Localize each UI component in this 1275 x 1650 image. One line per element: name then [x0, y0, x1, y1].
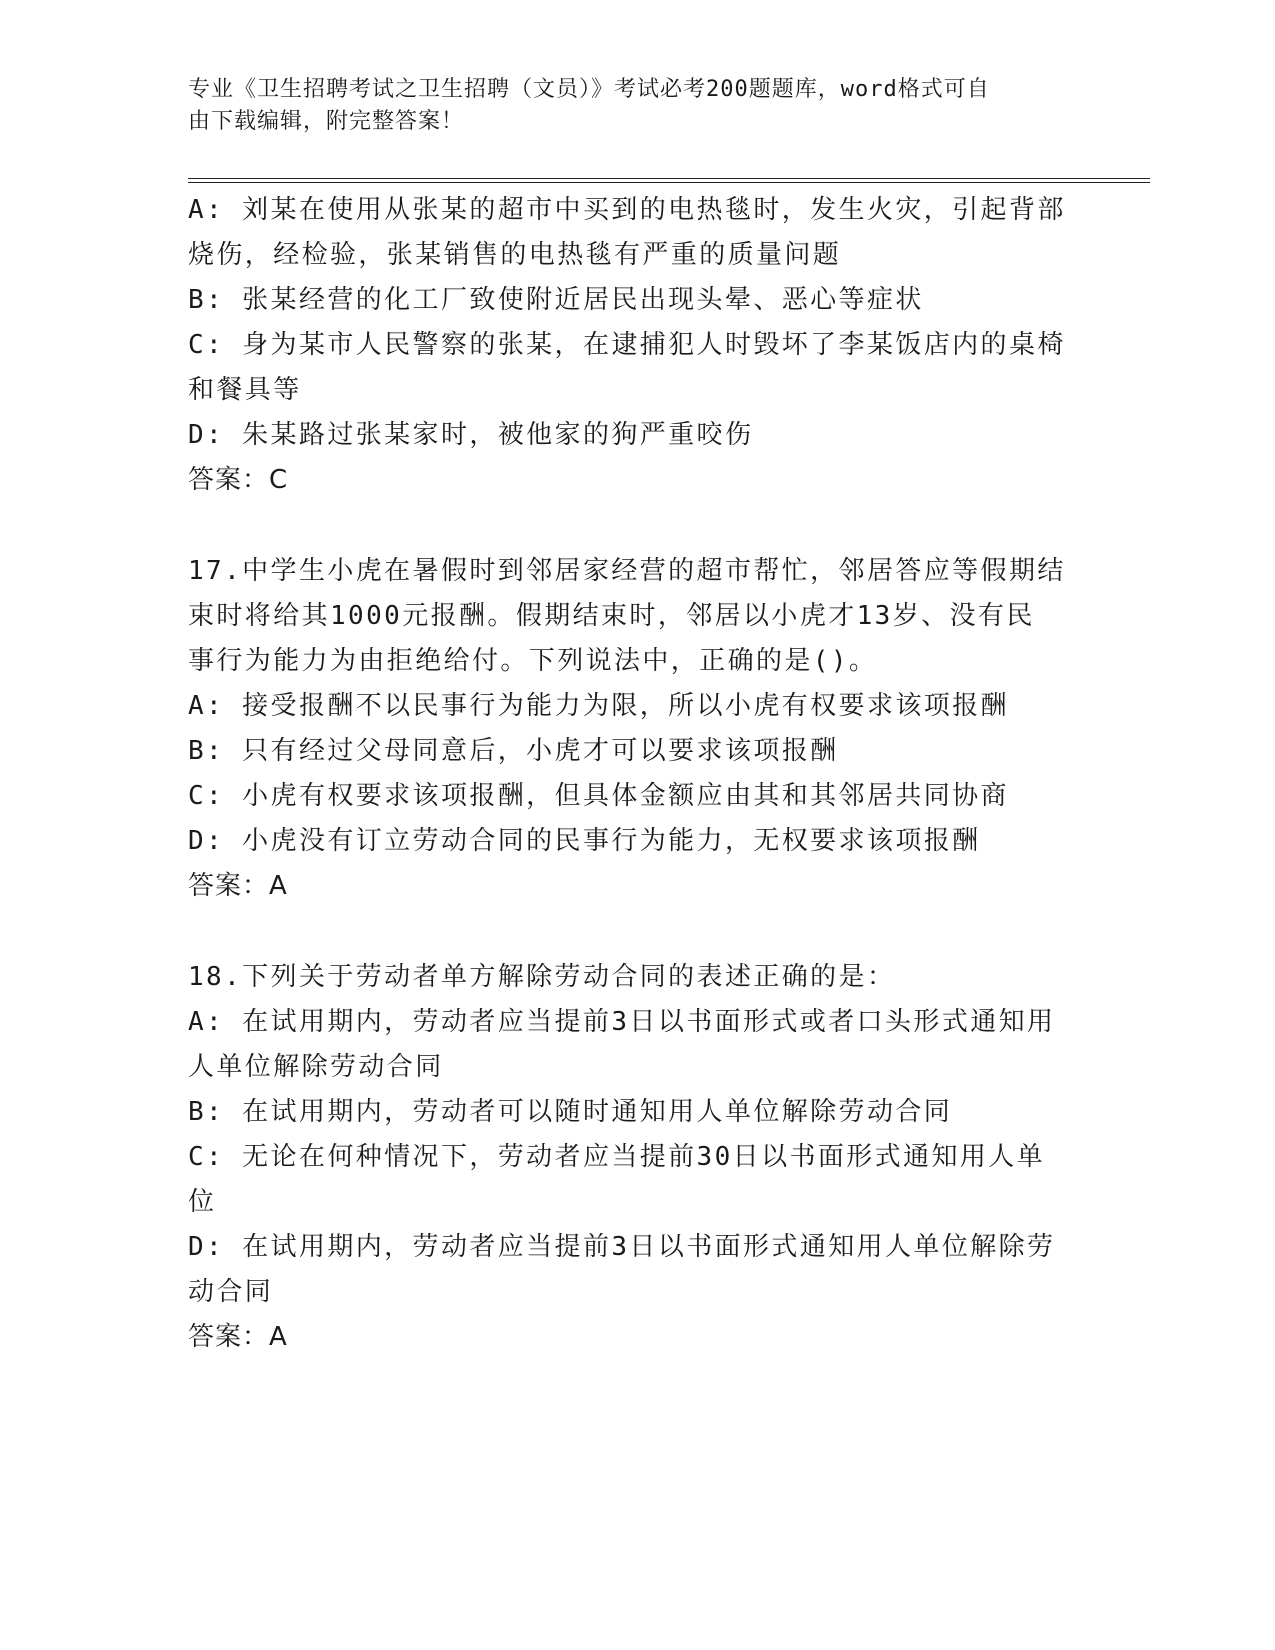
q17-option-a: A: 接受报酬不以民事行为能力为限，所以小虎有权要求该项报酬 — [188, 691, 1009, 721]
question-16-block — [188, 188, 1078, 503]
spacer — [188, 503, 1078, 549]
q16-option-a-line-2: 烧伤，经检验，张某销售的电热毯有严重的质量问题 — [188, 240, 842, 270]
q18-option-d-line-2: 动合同 — [188, 1277, 274, 1307]
header-divider — [188, 178, 1150, 183]
q17-question-line-3: 事行为能力为由拒绝给付。下列说法中，正确的是()。 — [188, 646, 878, 676]
q16-option-c-line-1: C: 身为某市人民警察的张某，在逮捕犯人时毁坏了李某饭店内的桌椅 — [188, 330, 1066, 360]
q17-option-d: D: 小虎没有订立劳动合同的民事行为能力，无权要求该项报酬 — [188, 826, 981, 856]
q16-option-b: B: 张某经营的化工厂致使附近居民出现头晕、恶心等症状 — [188, 285, 924, 315]
q17-answer: 答案：A — [188, 871, 288, 901]
q18-option-d-line-1: D: 在试用期内，劳动者应当提前3日以书面形式通知用人单位解除劳 — [188, 1232, 1056, 1262]
document-header — [188, 74, 1068, 138]
question-17-block — [188, 549, 1078, 909]
q18-question: 18.下列关于劳动者单方解除劳动合同的表述正确的是： — [188, 962, 896, 992]
q16-option-d: D: 朱某路过张某家时，被他家的狗严重咬伤 — [188, 420, 754, 450]
q16-option-c-line-2: 和餐具等 — [188, 375, 302, 405]
q17-option-c: C: 小虎有权要求该项报酬，但具体金额应由其和其邻居共同协商 — [188, 781, 1009, 811]
q18-option-a-line-2: 人单位解除劳动合同 — [188, 1052, 444, 1082]
q16-answer: 答案：C — [188, 465, 289, 495]
header-line-2: 由下载编辑，附完整答案！ — [188, 109, 465, 134]
q16-option-a-line-1: A: 刘某在使用从张某的超市中买到的电热毯时，发生火灾，引起背部 — [188, 195, 1066, 225]
q18-option-c-line-2: 位 — [188, 1187, 217, 1217]
q18-answer: 答案：A — [188, 1322, 288, 1352]
spacer — [188, 909, 1078, 955]
q17-option-b: B: 只有经过父母同意后，小虎才可以要求该项报酬 — [188, 736, 839, 766]
q18-option-c-line-1: C: 无论在何种情况下，劳动者应当提前30日以书面形式通知用人单 — [188, 1142, 1046, 1172]
q18-option-b: B: 在试用期内，劳动者可以随时通知用人单位解除劳动合同 — [188, 1097, 953, 1127]
document-body — [188, 188, 1078, 1360]
header-line-1: 专业《卫生招聘考试之卫生招聘（文员）》考试必考200题题库，word格式可自 — [188, 77, 990, 102]
question-18-block — [188, 955, 1078, 1360]
q17-question-line-2: 束时将给其1000元报酬。假期结束时，邻居以小虎才13岁、没有民 — [188, 601, 1035, 631]
q17-question-line-1: 17.中学生小虎在暑假时到邻居家经营的超市帮忙，邻居答应等假期结 — [188, 556, 1066, 586]
q18-option-a-line-1: A: 在试用期内，劳动者应当提前3日以书面形式或者口头形式通知用 — [188, 1007, 1056, 1037]
